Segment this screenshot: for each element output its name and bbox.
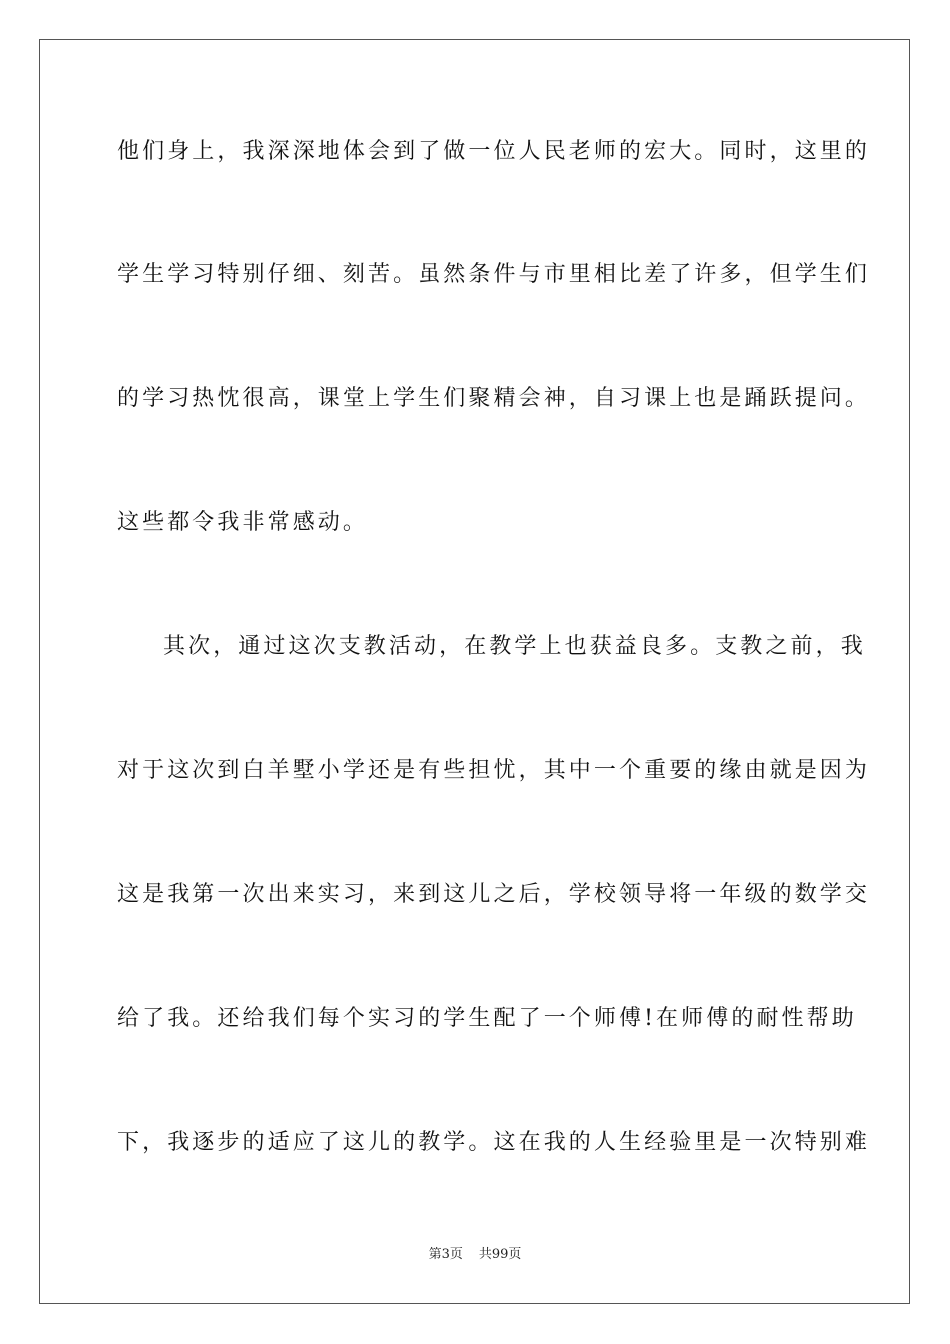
text-line: 对于这次到白羊墅小学还是有些担忧，其中一个重要的缘由就是因为 xyxy=(117,758,871,783)
text-line: 这是我第一次出来实习，来到这儿之后，学校领导将一年级的数学交 xyxy=(117,882,871,907)
text-line: 学生学习特别仔细、刻苦。虽然条件与市里相比差了许多，但学生们 xyxy=(117,262,871,287)
page-border xyxy=(39,39,910,1304)
paragraph-first-line: 其次，通过这次支教活动，在教学上也获益良多。支教之前，我 xyxy=(163,634,866,659)
text-line: 这些都令我非常感动。 xyxy=(117,510,369,535)
text-line: 他们身上，我深深地体会到了做一位人民老师的宏大。同时，这里的 xyxy=(117,139,871,164)
page-footer xyxy=(0,1246,950,1264)
text-line: 给了我。还给我们每个实习的学生配了一个师傅!在师傅的耐性帮助 xyxy=(117,1006,857,1031)
page-number: 第3页 xyxy=(428,1247,463,1262)
text-line: 下，我逐步的适应了这儿的教学。这在我的人生经验里是一次特别难 xyxy=(117,1130,871,1155)
page-total: 共99页 xyxy=(478,1247,522,1262)
text-line: 的学习热忱很高，课堂上学生们聚精会神，自习课上也是踊跃提问。 xyxy=(117,386,871,411)
